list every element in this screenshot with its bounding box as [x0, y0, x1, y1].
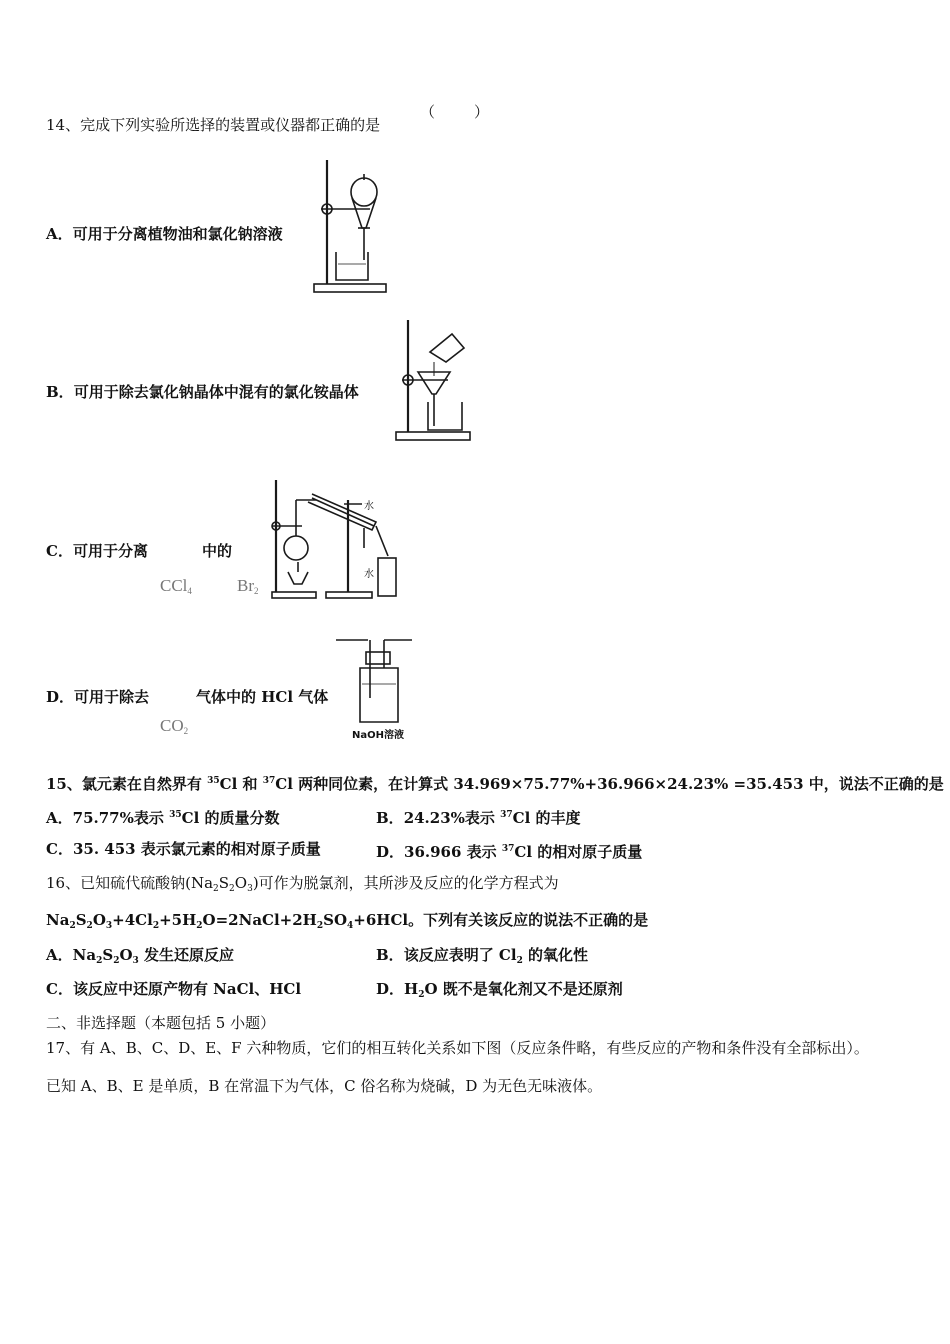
- q17-line-1: 17、有 A、B、C、D、E、F 六种物质，它们的相互转化关系如下图（反应条件略，有些反应的产物和条件没有全部标出）。: [46, 1039, 869, 1057]
- option-b-label: B．: [46, 383, 74, 401]
- separatory-funnel-apparatus: [308, 156, 398, 301]
- option-d-text-2: 气体中的 HCl 气体: [196, 688, 329, 706]
- q15-option-d: D．36.966 表示 $^{37}$Cl 的相对原子质量: [376, 843, 643, 861]
- q17-line-2: 已知 A、B、E 是单质，B 在常温下为气体，C 俗名称为烧碱，D 为无色无味液体。: [46, 1077, 603, 1095]
- water-out-label: 水: [364, 501, 374, 512]
- formula-br2: $Br_2$: [237, 576, 259, 596]
- water-in-label: 水: [364, 569, 374, 580]
- filtration-apparatus: [392, 316, 477, 446]
- q14-option-c: [46, 541, 148, 561]
- q14-stem: 14、完成下列实验所选择的装置或仪器都正确的是: [46, 116, 381, 134]
- option-d-text-1: 可用于除去: [74, 688, 150, 706]
- q14-option-d: [46, 687, 149, 707]
- formula-co2: $CO_2$: [160, 716, 189, 736]
- q14-paren-close: ）: [474, 103, 490, 121]
- q15-option-a: A．75.77%表示 $^{35}$Cl 的质量分数: [46, 809, 280, 827]
- option-d-label: D．: [46, 688, 75, 706]
- q15-option-c: C．35. 453 表示氯元素的相对原子质量: [46, 840, 321, 858]
- distillation-apparatus: [268, 476, 403, 604]
- q14-option-b: [46, 382, 359, 402]
- option-c-text-1: 可用于分离: [72, 542, 148, 560]
- q16-option-c: C．该反应中还原产物有 NaCl、HCl: [46, 980, 302, 998]
- section-2-title: 二、非选择题（本题包括 5 小题）: [46, 1014, 276, 1032]
- naoh-solution-label: NaOH溶液: [352, 730, 404, 741]
- option-c-text-2: 中的: [202, 542, 233, 560]
- option-b-text: 可用于除去氯化钠晶体中混有的氯化铵晶体: [73, 383, 359, 401]
- q14-paren-open: （: [420, 103, 436, 121]
- q16-equation: $Na_2S_2O_3+4Cl_2+5H_2O=2NaCl+2H_2SO_4+6HCl$。下列有关该反应的说法不正确的是: [46, 911, 649, 931]
- q16-stem: 16、已知硫代硫酸钠$(Na_2S_2O_3)$可作为脱氯剂，其所涉及反应的化学方程式为: [46, 874, 559, 894]
- q14-option-a: [46, 224, 283, 244]
- q16-option-a: A．$Na_2S_2O_3$ 发生还原反应: [46, 946, 235, 966]
- q16-option-d: D．$H_2O$ 既不是氧化剂又不是还原剂: [376, 980, 623, 1000]
- q15-stem: 15、氯元素在自然界有 $^{35}$Cl 和 $^{37}$Cl 两种同位素，在计算式 34.969×75.77%+36.966×24.23% =35.453 中，说法不正确的是: [46, 775, 944, 793]
- q15-option-b: B．24.23%表示 $^{37}$Cl 的丰度: [376, 809, 581, 827]
- option-a-text: 可用于分离植物油和氯化钠溶液: [72, 225, 283, 243]
- option-c-label: C．: [46, 542, 73, 560]
- option-a-label: A．: [46, 225, 73, 243]
- q16-option-b: B．该反应表明了 $Cl_2$ 的氧化性: [376, 946, 589, 966]
- gas-washing-bottle: [336, 632, 416, 728]
- formula-ccl4: CCl$_4$: [160, 576, 192, 596]
